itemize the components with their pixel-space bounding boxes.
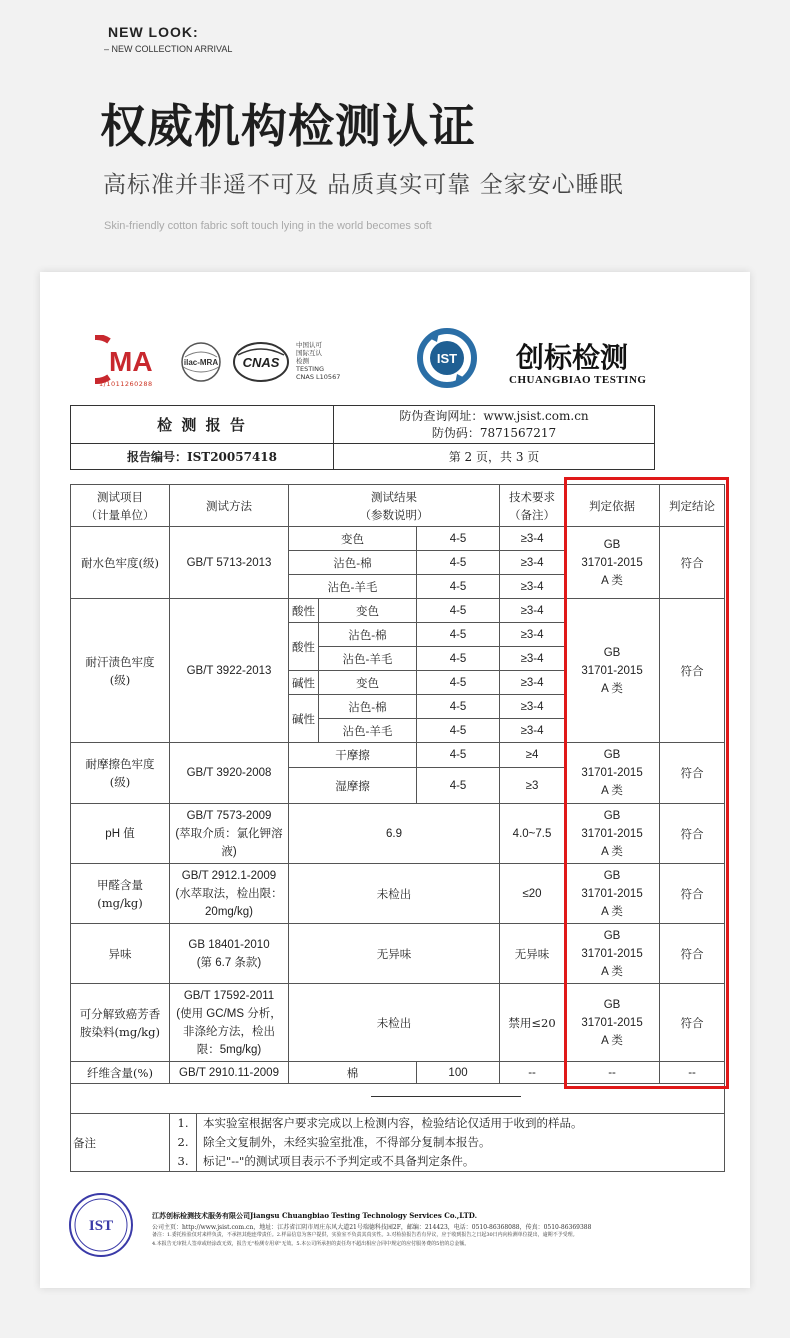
table-row: 湿摩擦 4-5 ≥3	[71, 768, 725, 804]
table-row: 纤维含量(%) GB/T 2910.11-2009 棉 100 -- -- --	[71, 1062, 725, 1084]
english-caption: Skin-friendly cotton fabric soft touch lying in the world becomes soft	[104, 220, 432, 232]
svg-text:IST: IST	[436, 351, 458, 366]
col-basis: 判定依据	[565, 485, 660, 527]
table-row: 沾色-羊毛 4-5 ≥3-4	[71, 719, 725, 743]
table-row: 沾色-棉 4-5 ≥3-4	[71, 551, 725, 575]
ist-seal-icon	[68, 1192, 134, 1258]
anti-fake-info: 防伪查询网址：www.jsist.com.cn 防伪码：7871567217	[334, 406, 655, 444]
table-row: 可分解致癌芳香 胺染料(mg/kg) GB/T 17592-2011 (使用 GC/MS 分析， 非涤纶方法，检出 限：5mg/kg) 未检出 禁用≤20 GB 31701-2015 A 类 符合	[71, 984, 725, 1062]
notes-label: 备注	[71, 1114, 170, 1172]
footer-company: 江苏创标检测技术服务有限公司Jiangsu Chuangbiao Testing Technology Services Co.,LTD.	[152, 1211, 478, 1220]
table-row: 耐水色牢度(级) GB/T 5713-2013 变色 4-5 ≥3-4 GB 31701-2015 A 类 符合	[71, 527, 725, 551]
brand-name-en: CHUANGBIAO TESTING	[509, 374, 647, 386]
collection-subheading: – NEW COLLECTION ARRIVAL	[104, 44, 233, 54]
report-title: 检 测 报 告	[71, 406, 334, 444]
table-row: 耐汗渍色牢度 (级) GB/T 3922-2013 酸性 变色 4-5 ≥3-4 GB 31701-2015 A 类 符合	[71, 599, 725, 623]
cnas-logo-icon	[232, 341, 290, 383]
ilac-logo-icon	[177, 341, 225, 383]
notes-row: 备注 1. 本实验室根据客户要求完成以上检测内容，检验结论仅适用于收到的样品。 2. 除全文复制外，未经实验室批准，不得部分复制本报告。 3. 标记"--"的测试项目表示不予判定或不具备判定条件。	[71, 1114, 725, 1172]
table-row: 酸性 沾色-棉 4-5 ≥3-4	[71, 623, 725, 647]
brand-name-cn: 创标检测	[516, 341, 629, 374]
table-row: 耐摩擦色牢度 (级) GB/T 3920-2008 干摩擦 4-5 ≥4 GB 31701-2015 A 类 符合	[71, 743, 725, 768]
table-row: 碱性 变色 4-5 ≥3-4	[71, 671, 725, 695]
cnas-caption: 中国认可 国际互认 检测 TESTING CNAS L10567	[296, 341, 341, 381]
col-method: 测试方法	[170, 485, 289, 527]
table-row: 碱性 沾色-棉 4-5 ≥3-4	[71, 695, 725, 719]
col-conclusion: 判定结论	[660, 485, 725, 527]
footer-remark: 4.本报告无审批人签章或经涂改无效，报告无"检测专用章"无效。5.本公司所承担的责任均不超出相应合同中规定的应付服务费的5倍的总金额。	[152, 1241, 470, 1247]
end-line	[371, 1096, 521, 1097]
report-header-table	[70, 405, 655, 470]
col-result: 测试结果 （参数说明）	[289, 485, 500, 527]
table-row: 沾色-羊毛 4-5 ≥3-4	[71, 647, 725, 671]
footer-remark: 备注：1.委托检验仅对来样负责，不承担其他连带责任。2.样品信息为客户提供，实验室不负责其真实性。3.对检验报告若有异议，应于收到报告之日起30日内向检测单位提出，逾期不予受理。	[152, 1232, 578, 1238]
svg-text:CNAS: CNAS	[242, 355, 280, 370]
tagline: 高标准并非遥不可及 品质真实可靠 全家安心睡眠	[103, 172, 624, 198]
table-row: 甲醛含量 (mg/kg) GB/T 2912.1-2009 (水萃取法，检出限： 20mg/kg) 未检出 ≤20 GB 31701-2015 A 类 符合	[71, 864, 725, 924]
table-row: 异味 GB 18401-2010 (第 6.7 条款) 无异味 无异味 GB 31701-2015 A 类 符合	[71, 924, 725, 984]
ist-logo-icon	[417, 328, 477, 388]
table-row: pH 值 GB/T 7573-2009 (萃取介质：氯化钾溶 液) 6.9 4.0~7.5 GB 31701-2015 A 类 符合	[71, 804, 725, 864]
page-indicator: 第 2 页，共 3 页	[334, 444, 655, 470]
col-item: 测试项目 （计量单位）	[71, 485, 170, 527]
footer-contact: 公司主页：http://www.jsist.com.cn，地址：江苏省江阴市周庄东风大道21号瑞德科技园2F，邮编：214423，电话：0510-86368088，传真：0510-86369388	[152, 1224, 592, 1231]
page-title: 权威机构检测认证	[100, 99, 476, 153]
svg-text:IST: IST	[88, 1218, 114, 1234]
col-requirement: 技术要求 （备注）	[500, 485, 565, 527]
table-row: 沾色-羊毛 4-5 ≥3-4	[71, 575, 725, 599]
svg-text:MA: MA	[109, 346, 153, 377]
svg-text:ilac-MRA: ilac-MRA	[183, 358, 219, 367]
new-look-heading: NEW LOOK:	[108, 24, 199, 40]
highlight-box	[564, 477, 729, 1089]
cma-number: 1/1011260288	[99, 380, 153, 388]
report-number: 报告编号：IST20057418	[71, 444, 334, 470]
